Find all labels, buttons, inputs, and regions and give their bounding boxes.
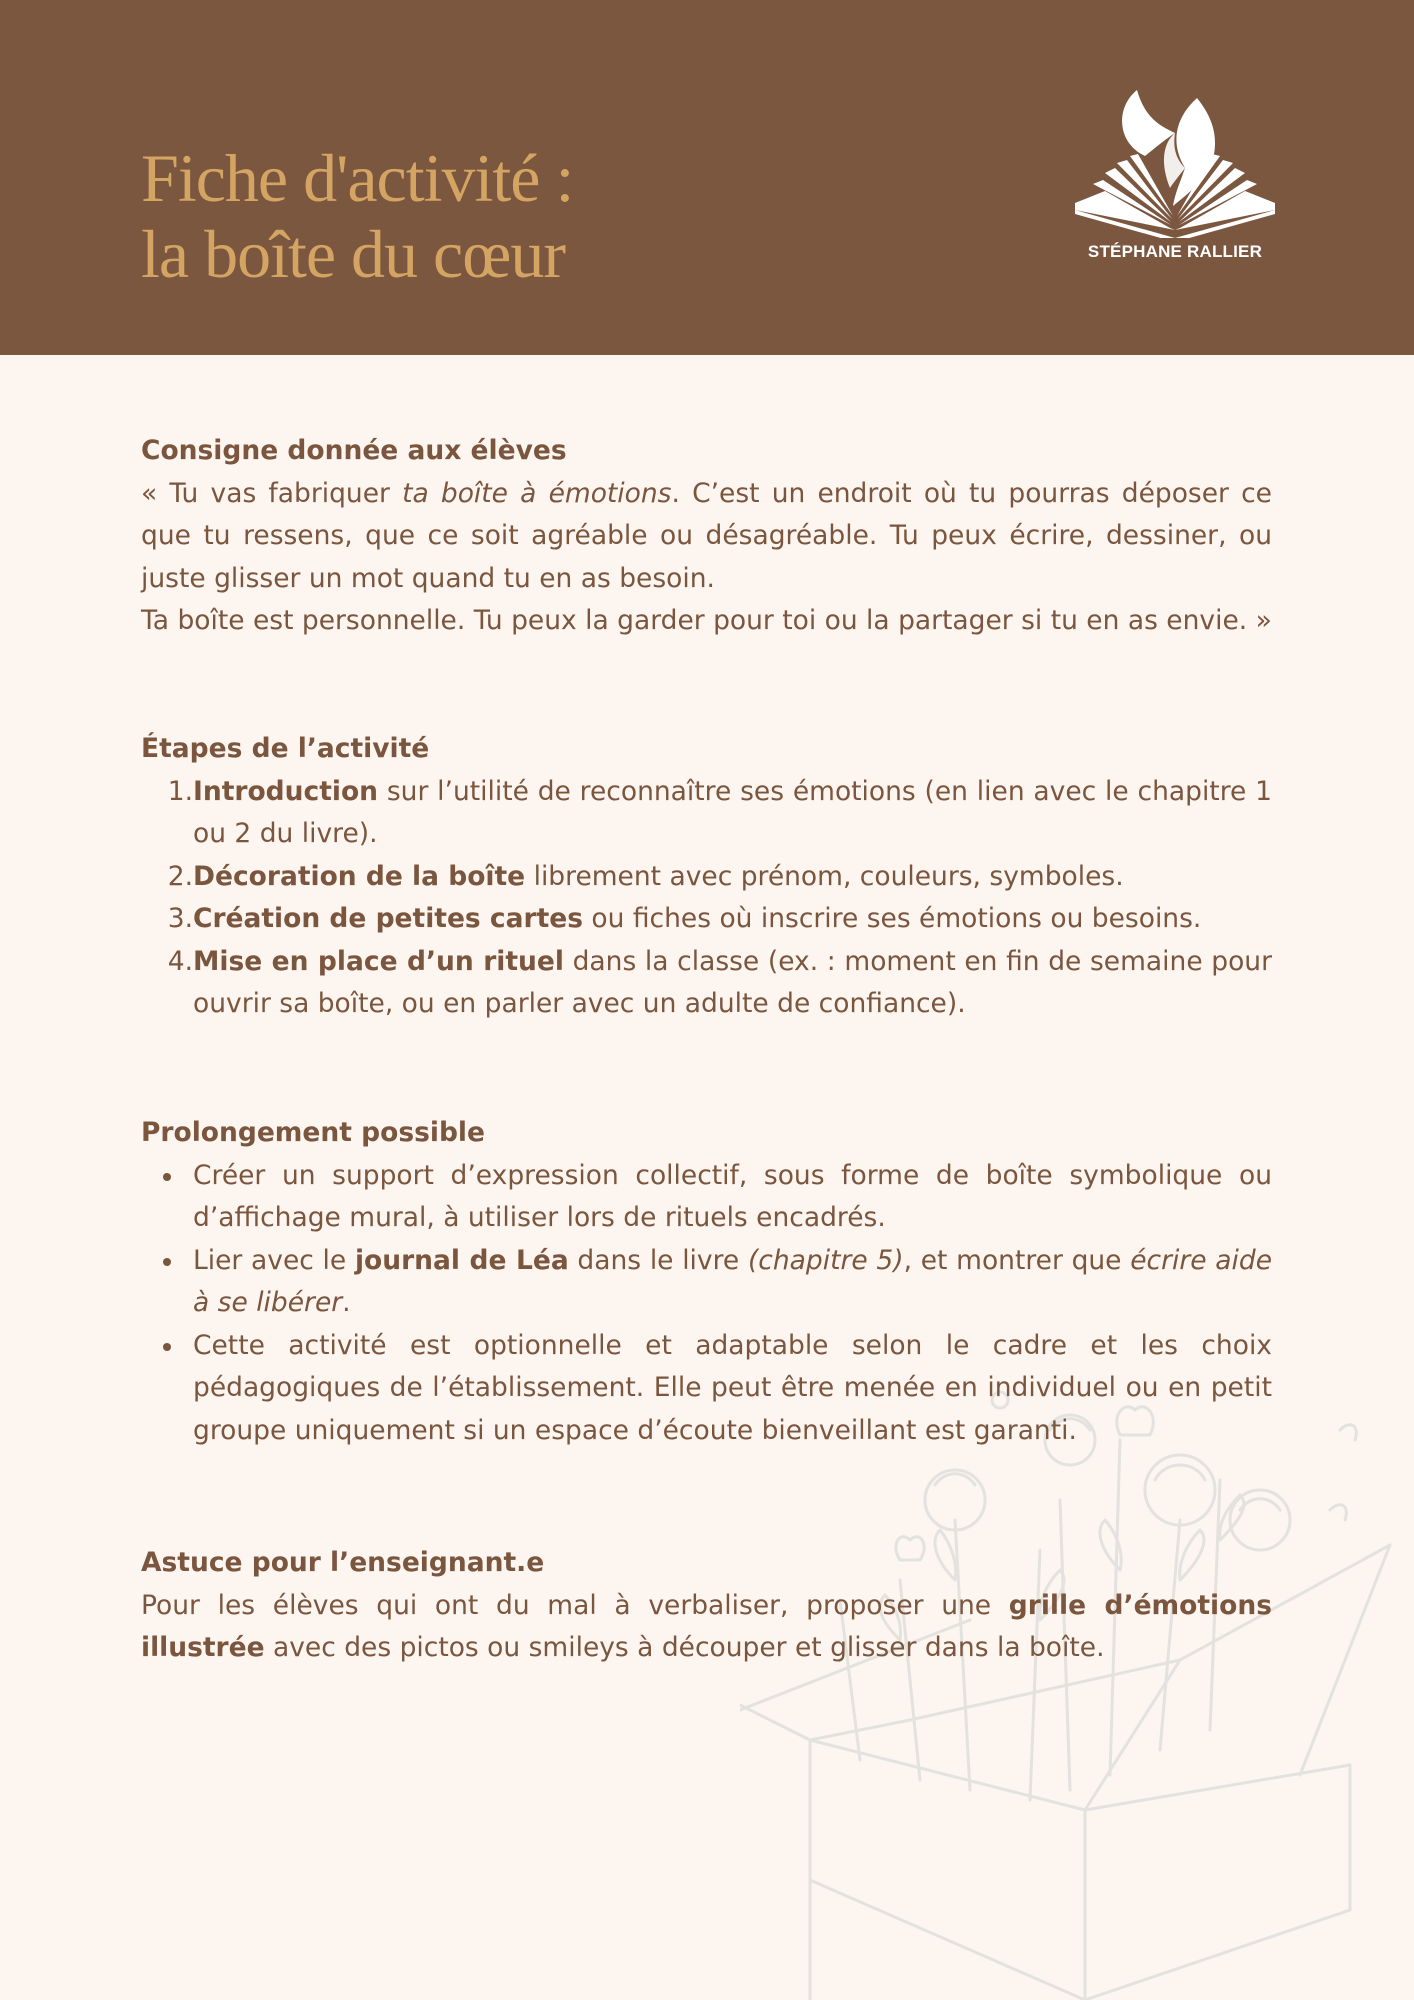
text-run: ou fiches où inscrire ses émotions ou besoins. xyxy=(583,903,1202,934)
text-run: . C’est un endroit où tu pourras déposer ce que tu ressens, que ce soit agréable ou désagréable. Tu peux écrire, dessiner, ou juste glisser un mot quand tu en as besoin. xyxy=(141,477,1272,594)
bold-run: Mise en place d’un rituel xyxy=(193,945,564,977)
title-line-1: Fiche d'activité : xyxy=(141,140,574,216)
text-run: dans le livre xyxy=(568,1244,748,1276)
header-banner xyxy=(0,0,1414,355)
steps-list xyxy=(141,771,1272,1026)
step-number: 4. xyxy=(167,945,193,977)
author-logo xyxy=(1070,88,1280,268)
section-consigne xyxy=(141,430,1272,643)
section-heading: Étapes de l’activité xyxy=(141,733,430,764)
list-item xyxy=(141,1325,1272,1453)
consigne-text xyxy=(141,473,1272,643)
list-item xyxy=(141,898,1272,941)
italic-run: écrire aide à se libérer xyxy=(193,1244,1272,1318)
text-run: dans la classe (ex. : moment en fin de semaine pour ouvrir sa boîte, ou en parler avec un adulte de confiance). xyxy=(193,945,1272,1019)
text-run: « Tu vas fabriquer xyxy=(141,477,403,509)
bullet-icon xyxy=(163,1258,171,1266)
section-astuce xyxy=(141,1542,1272,1670)
bold-run: Décoration de la boîte xyxy=(193,860,526,892)
page-title xyxy=(141,140,573,292)
text-run: Cette activité est optionnelle et adaptable selon le cadre et les choix pédagogiques de l’établissement. Elle peut être menée en individuel ou en petit groupe uniquement si un espace d’écoute bienveillant est garanti. xyxy=(193,1329,1272,1446)
bold-run: Création de petites cartes xyxy=(193,903,583,934)
section-prolongement xyxy=(141,1112,1272,1452)
text-run: Pour les élèves qui ont du mal à verbaliser, proposer une xyxy=(141,1589,1009,1621)
astuce-text xyxy=(141,1585,1272,1670)
section-etapes xyxy=(141,728,1272,1026)
step-number: 3. xyxy=(167,903,193,934)
consigne-paragraph-2: Ta boîte est personnelle. Tu peux la garder pour toi ou la partager si tu en as envie. » xyxy=(141,605,1272,636)
step-number: 1. xyxy=(167,775,193,807)
bullet-icon xyxy=(163,1343,171,1351)
text-run: Lier avec le xyxy=(193,1244,355,1276)
italic-run: (chapitre 5) xyxy=(747,1244,904,1276)
section-heading: Astuce pour l’enseignant.e xyxy=(141,1547,545,1578)
section-heading: Consigne donnée aux élèves xyxy=(141,435,567,466)
list-item xyxy=(141,1240,1272,1325)
text-run: Créer un support d’expression collectif, sous forme de boîte symbolique ou d’affichage mural, à utiliser lors de rituels encadrés. xyxy=(193,1159,1272,1233)
author-name: STÉPHANE RALLIER xyxy=(1087,242,1263,261)
bold-run: grille d’émotions illustrée xyxy=(141,1589,1272,1663)
text-run: sur l’utilité de reconnaître ses émotions (en lien avec le chapitre 1 ou 2 du livre). xyxy=(193,775,1272,849)
text-run: . xyxy=(342,1287,351,1318)
list-item xyxy=(141,941,1272,1026)
list-item xyxy=(141,771,1272,856)
open-book-with-leaves-icon xyxy=(1075,88,1275,238)
text-run: avec des pictos ou smileys à découper et glisser dans la boîte. xyxy=(264,1632,1105,1663)
extension-list xyxy=(141,1155,1272,1453)
text-run: librement avec prénom, couleurs, symboles. xyxy=(525,860,1124,892)
italic-run: ta boîte à émotions xyxy=(402,477,672,509)
bold-run: Introduction xyxy=(193,775,379,807)
bullet-icon xyxy=(163,1173,171,1181)
title-line-2: la boîte du cœur xyxy=(141,216,565,292)
consigne-paragraph-1 xyxy=(141,473,1272,601)
list-item xyxy=(141,1155,1272,1240)
bold-run: journal de Léa xyxy=(354,1244,569,1276)
list-item xyxy=(141,856,1272,899)
step-number: 2. xyxy=(167,860,193,892)
text-run: , et montrer que xyxy=(903,1244,1131,1276)
section-heading: Prolongement possible xyxy=(141,1117,485,1148)
